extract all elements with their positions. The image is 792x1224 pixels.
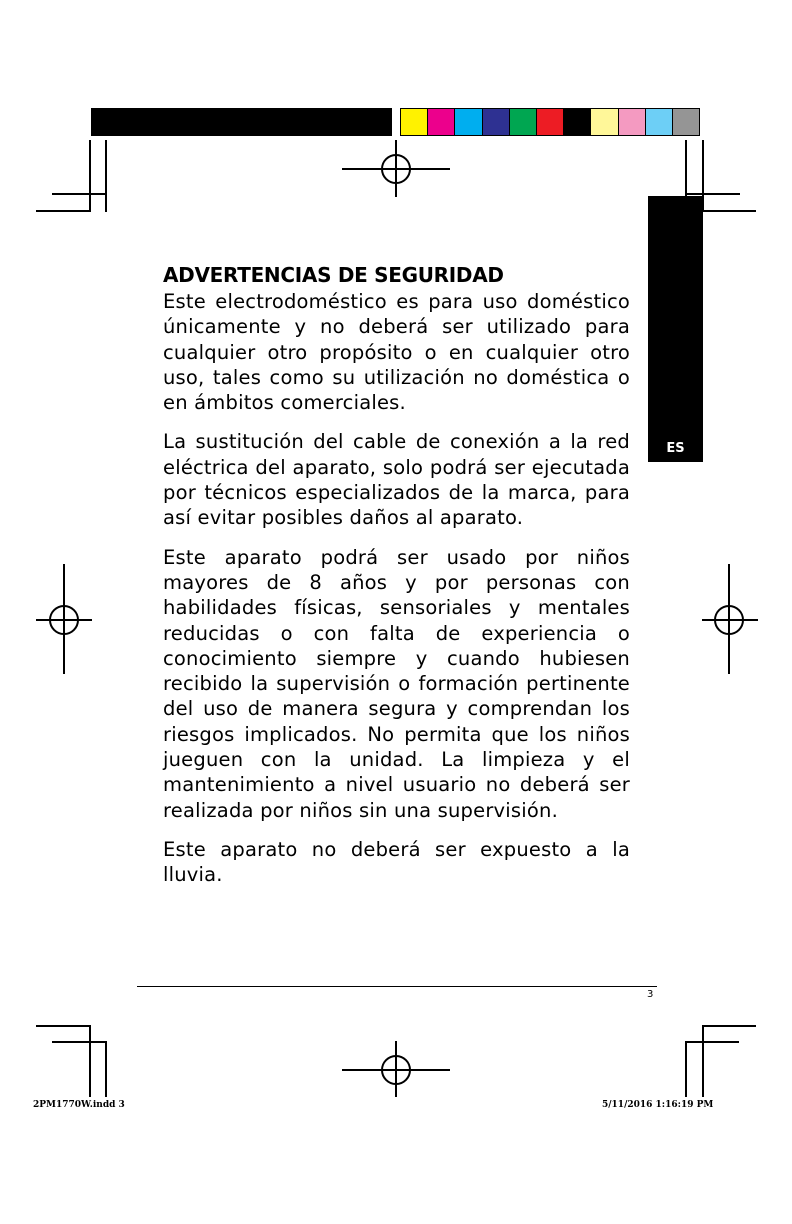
- language-label: ES: [666, 441, 685, 456]
- language-tab: [648, 196, 703, 462]
- color-swatch: [673, 109, 699, 135]
- color-swatch: [537, 109, 564, 135]
- color-swatch: [619, 109, 646, 135]
- paragraph-3: Este aparato podrá ser usado por niños mayores de 8 años y por personas con habilidades físicas, sensoriales y mentales reducidas o con falta de experiencia o conocimiento siempre y cuando hubiesen recibido la supervisión o formación pertinente del uso de manera segura y comprendan los riesgos implicados. No permita que los niños jueguen con la unidad. La limpieza y el mantenimiento a nivel usuario no deberá ser realizada por niños sin una supervisión.: [163, 545, 630, 822]
- color-swatch: [646, 109, 673, 135]
- color-swatch: [564, 109, 591, 135]
- color-swatch: [591, 109, 618, 135]
- color-swatch: [455, 109, 482, 135]
- black-color-bar: [91, 108, 392, 136]
- paragraph-1: Este electrodoméstico es para uso doméstico únicamente y no deberá ser utilizado para cualquier otro propósito o en cualquier otro uso, tales como su utilización no doméstica o en ámbitos comerciales.: [163, 290, 630, 415]
- slug-timestamp: 5/11/2016 1:16:19 PM: [602, 1100, 714, 1110]
- section-heading: ADVERTENCIAS DE SEGURIDAD: [163, 263, 504, 287]
- color-swatch: [428, 109, 455, 135]
- slug-file-name: 2PM1770W.indd 3: [33, 1100, 125, 1110]
- safety-warnings-section: [163, 262, 630, 902]
- footer-rule: [137, 986, 657, 987]
- color-swatch: [401, 109, 428, 135]
- color-swatch-bar: [400, 108, 700, 136]
- color-swatch: [483, 109, 510, 135]
- paragraph-4: Este aparato no deberá ser expuesto a la lluvia.: [163, 837, 630, 887]
- page-number: 3: [647, 989, 654, 1000]
- paragraph-2: La sustitución del cable de conexión a la red eléctrica del aparato, solo podrá ser ejecutada por técnicos especializados de la marca, para así evitar posibles daños al aparato.: [163, 430, 630, 530]
- color-swatch: [510, 109, 537, 135]
